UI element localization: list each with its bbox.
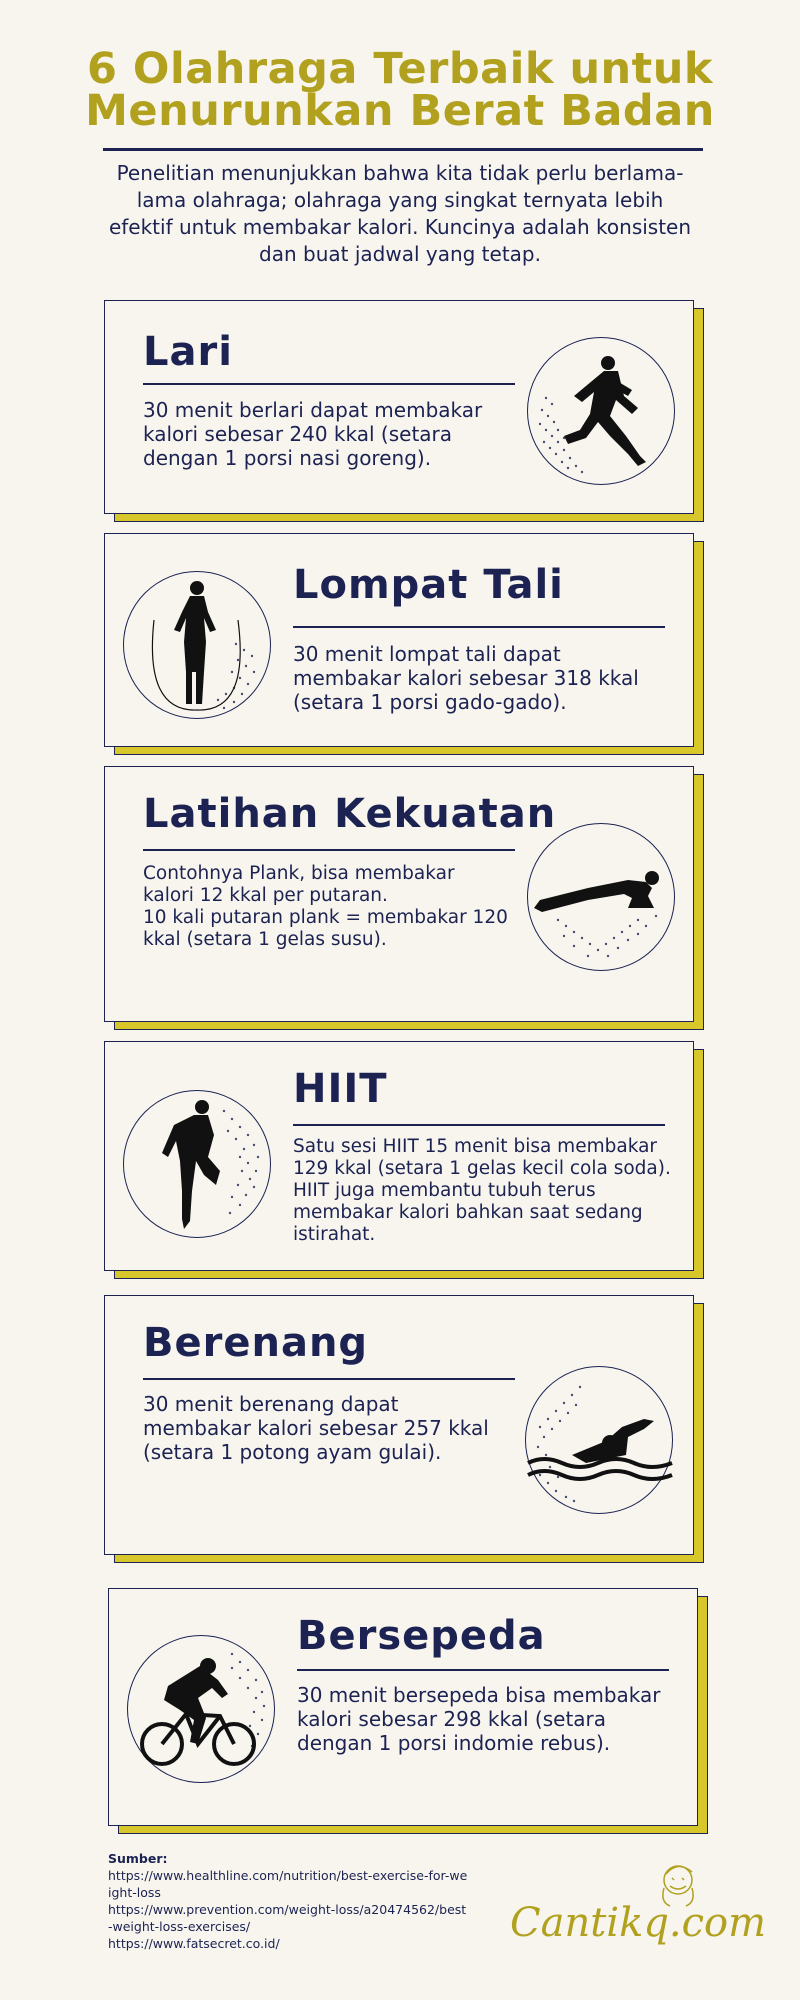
card-divider xyxy=(293,1124,665,1126)
card-text: Satu sesi HIIT 15 menit bisa membakar 129 kkal (setara 1 gelas kecil cola soda). HIIT juga membantu tubuh terus membakar kalori bahkan saat sedang istirahat. xyxy=(293,1136,671,1245)
logo-text: Cantikq.com xyxy=(510,1900,767,1946)
page-title xyxy=(0,44,800,136)
jump-rope-icon xyxy=(123,571,271,719)
card-latihan-kekuatan xyxy=(104,766,694,1022)
card-text: 30 menit berlari dapat membakar kalori sebesar 240 kkal (setara dengan 1 porsi nasi goreng). xyxy=(143,398,483,470)
source-link[interactable]: https://www.healthline.com/nutrition/best-exercise-for-weight-loss xyxy=(108,1868,468,1900)
card-divider xyxy=(143,383,515,385)
card-title: Lompat Tali xyxy=(293,562,564,608)
card-divider xyxy=(297,1669,669,1671)
card-bersepeda xyxy=(108,1588,698,1826)
brand-logo xyxy=(500,1858,767,1958)
card-text: 30 menit berenang dapat membakar kalori sebesar 257 kkal (setara 1 potong ayam gulai). xyxy=(143,1392,489,1464)
card-lompat-tali xyxy=(104,533,694,747)
title-line-2: Menurunkan Berat Badan xyxy=(85,86,715,136)
hiit-icon xyxy=(123,1090,271,1238)
cyclist-icon xyxy=(127,1635,275,1783)
plank-icon xyxy=(527,823,675,971)
runner-icon xyxy=(527,337,675,485)
source-link[interactable]: https://www.prevention.com/weight-loss/a20474562/best-weight-loss-exercises/ xyxy=(108,1902,467,1934)
sources xyxy=(108,1850,468,1952)
card-text: 30 menit bersepeda bisa membakar kalori sebesar 298 kkal (setara dengan 1 porsi indomie rebus). xyxy=(297,1683,661,1755)
card-lari xyxy=(104,300,694,514)
card-title: Berenang xyxy=(143,1320,369,1366)
card-text: Contohnya Plank, bisa membakar kalori 12 kkal per putaran. 10 kali putaran plank = membakar 120 kkal (setara 1 gelas susu). xyxy=(143,863,508,950)
card-hiit xyxy=(104,1041,694,1271)
card-divider xyxy=(293,626,665,628)
card-title: Latihan Kekuatan xyxy=(143,791,557,837)
title-line-1: 6 Olahraga Terbaik untuk xyxy=(87,44,713,94)
card-title: Bersepeda xyxy=(297,1613,546,1659)
card-title: HIIT xyxy=(293,1066,388,1112)
card-divider xyxy=(143,849,515,851)
card-divider xyxy=(143,1378,515,1380)
card-berenang xyxy=(104,1295,694,1555)
title-divider xyxy=(103,148,703,151)
card-title: Lari xyxy=(143,329,233,375)
intro-text: Penelitian menunjukkan bahwa kita tidak perlu berlama-lama olahraga; olahraga yang singkat ternyata lebih efektif untuk membakar kalori. Kuncinya adalah konsisten dan buat jadwal yang tetap. xyxy=(108,161,692,266)
sources-label: Sumber: xyxy=(108,1851,168,1866)
source-link[interactable]: https://www.fatsecret.co.id/ xyxy=(108,1936,280,1951)
swimmer-icon xyxy=(525,1366,673,1514)
card-text: 30 menit lompat tali dapat membakar kalori sebesar 318 kkal (setara 1 porsi gado-gado). xyxy=(293,642,639,714)
